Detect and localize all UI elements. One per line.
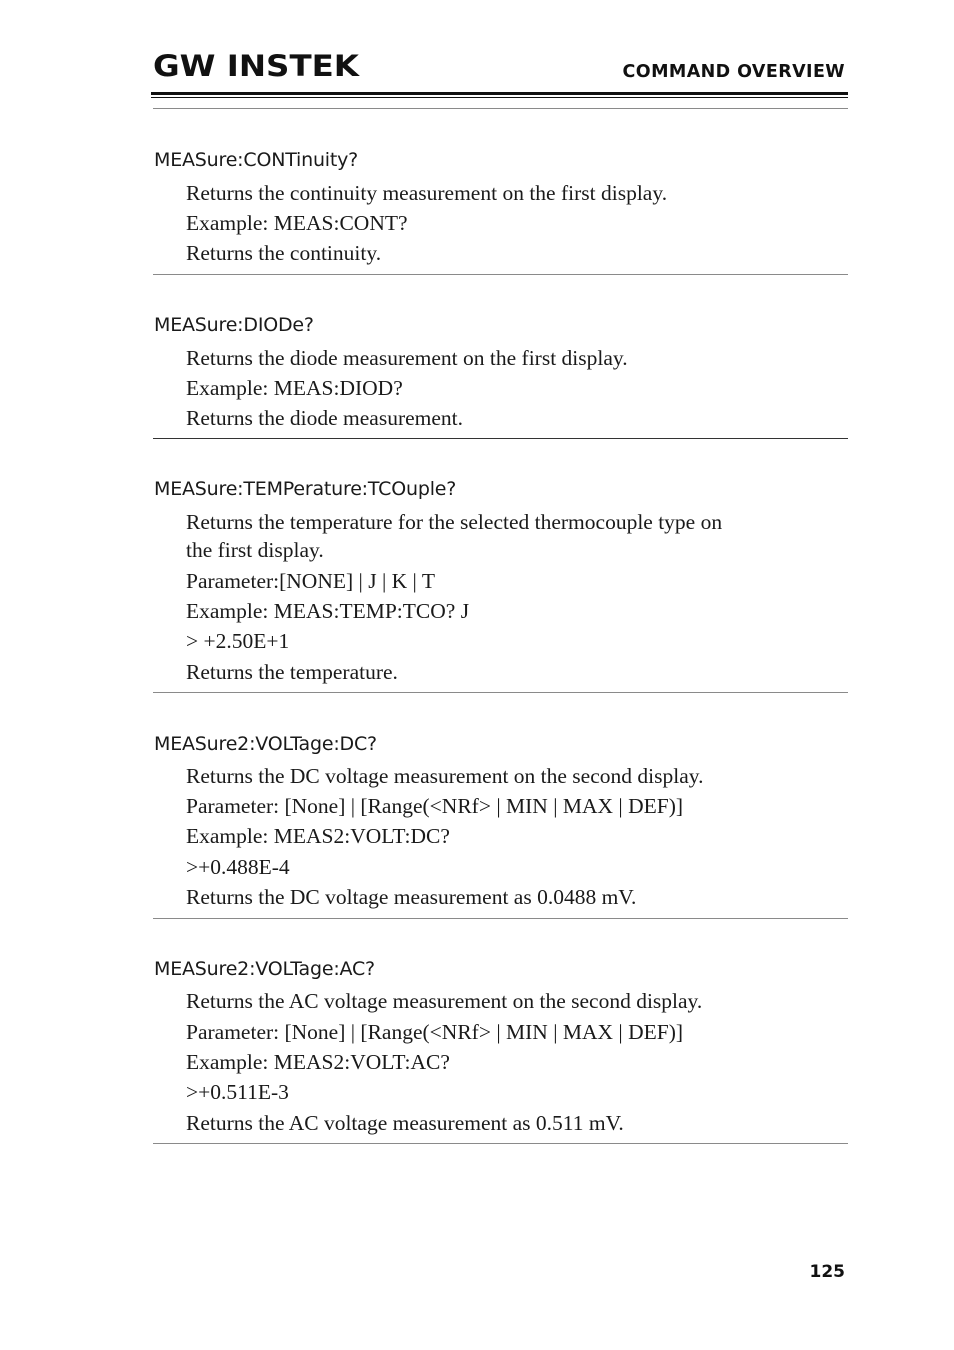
command-return: Returns the diode measurement. [186,406,464,430]
command-return: Returns the continuity. [186,241,382,265]
section-divider [153,274,848,275]
command-example: Example: MEAS2:VOLT:DC? [186,824,450,848]
section-divider [153,108,848,109]
command-description: Returns the continuity measurement on the first display. [186,181,668,205]
command-title: MEASure2:VOLTage:AC? [154,958,375,980]
section-title: COMMAND OVERVIEW [622,62,845,82]
command-title: MEASure2:VOLTage:DC? [154,733,377,755]
command-example: Example: MEAS:DIOD? [186,376,403,400]
header-rule-thin [151,97,848,98]
command-example: Example: MEAS:CONT? [186,211,408,235]
page-number: 125 [809,1262,845,1282]
command-response: > +2.50E+1 [186,629,290,653]
header-rule [151,92,848,95]
command-title: MEASure:CONTinuity? [154,149,359,171]
command-parameter: Parameter: [None] | [Range(<NRf> | MIN | MAX | DEF)] [186,794,684,818]
section-divider [153,1143,848,1144]
command-description: Returns the DC voltage measurement on the second display. [186,764,704,788]
command-title: MEASure:TEMPerature:TCOuple? [154,478,457,500]
command-description: Returns the diode measurement on the first display. [186,346,628,370]
command-description: Returns the temperature for the selected thermocouple type on [186,510,723,534]
brand-logo: GW INSTEK [153,49,359,83]
section-divider [153,692,848,693]
command-return: Returns the AC voltage measurement as 0.511 mV. [186,1111,624,1135]
command-return: Returns the temperature. [186,660,398,684]
command-parameter: Parameter: [None] | [Range(<NRf> | MIN | MAX | DEF)] [186,1020,684,1044]
command-response: >+0.488E-4 [186,855,290,879]
command-description-cont: the first display. [186,538,324,562]
command-response: >+0.511E-3 [186,1080,289,1104]
command-return: Returns the DC voltage measurement as 0.0488 mV. [186,885,637,909]
command-title: MEASure:DIODe? [154,314,314,336]
section-divider [153,438,848,439]
command-example: Example: MEAS:TEMP:TCO? J [186,599,470,623]
command-example: Example: MEAS2:VOLT:AC? [186,1050,450,1074]
command-description: Returns the AC voltage measurement on the second display. [186,989,703,1013]
section-divider [153,918,848,919]
command-parameter: Parameter:[NONE] | J | K | T [186,569,435,593]
